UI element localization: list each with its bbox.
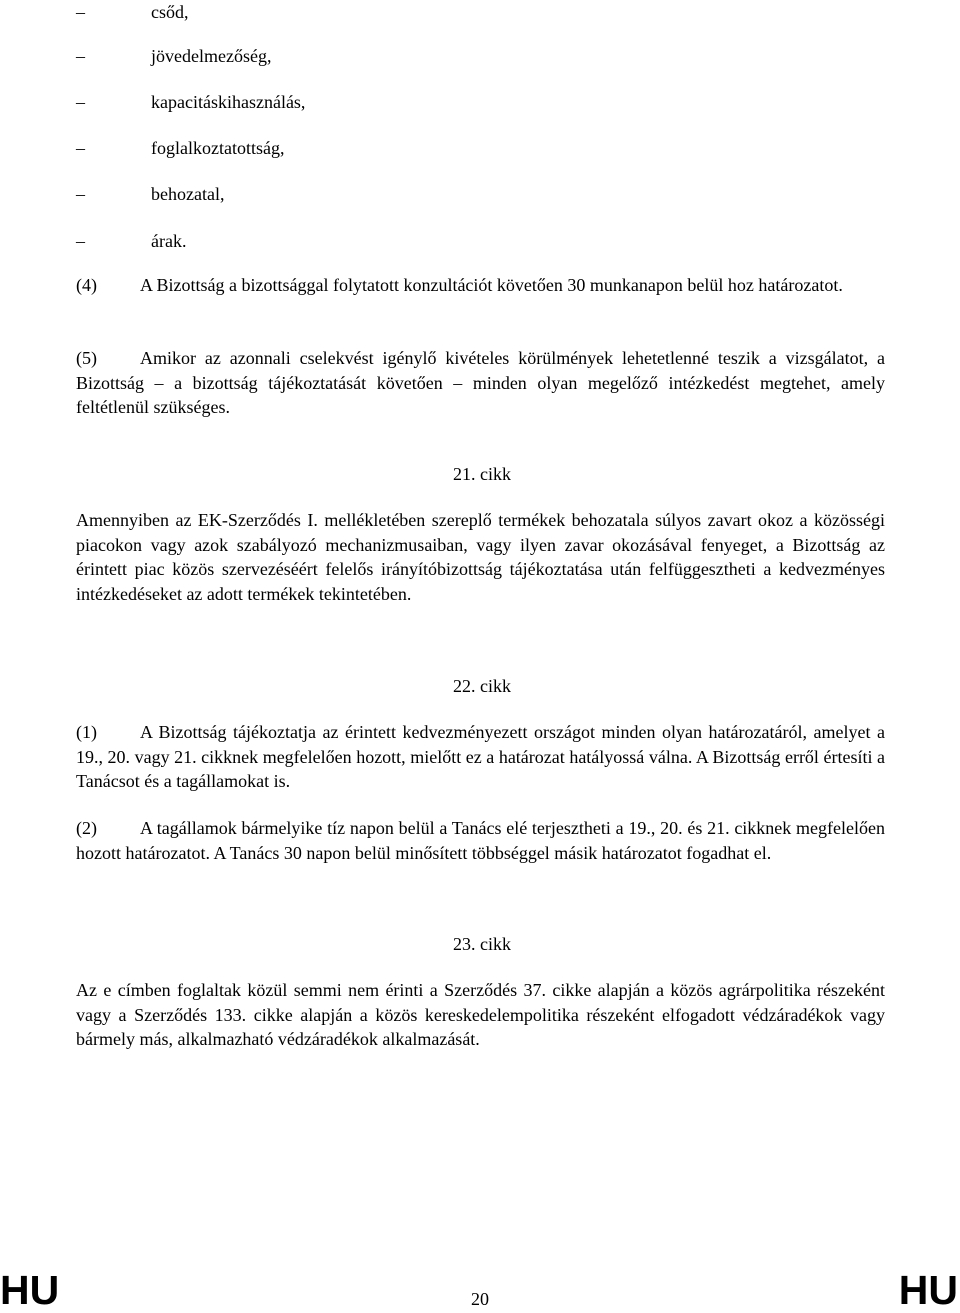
paragraph-5 xyxy=(76,346,885,420)
list-item-text: kapacitáskihasználás, xyxy=(151,92,306,112)
paragraph-number: (4) xyxy=(76,275,97,295)
article-22-heading: 22. cikk xyxy=(453,676,511,696)
dash-bullet: – xyxy=(76,92,85,112)
list-item-text: csőd, xyxy=(151,2,189,22)
dash-bullet: – xyxy=(76,2,85,22)
paragraph-number: (1) xyxy=(76,722,97,742)
dash-bullet: – xyxy=(76,138,85,158)
dash-bullet: – xyxy=(76,46,85,66)
footer-language-right: HU xyxy=(898,1267,958,1313)
list-item-text: jövedelmezőség, xyxy=(151,46,272,66)
paragraph-text: A Bizottság a bizottsággal folytatott konzultációt követően 30 munkanapon belül hoz határozatot. xyxy=(140,275,843,295)
article-22-paragraph-1 xyxy=(76,720,885,794)
paragraph-text: A Bizottság tájékoztatja az érintett kedvezményezett országot minden olyan határozatáról, amelyet a 19., 20. vagy 21. cikknek megfelelően hozott, mielőtt ez a határozat hatályossá válna. A Bizottság erről értesíti a Tanácsot és a tagállamokat is. xyxy=(76,722,885,791)
paragraph-text: A tagállamok bármelyike tíz napon belül a Tanács elé terjesztheti a 19., 20. és 21. cikknek megfelelően hozott határozatot. A Tanács 30 napon belül minősített többséggel másik határozatot fogadhat el. xyxy=(76,818,885,863)
list-item-text: árak. xyxy=(151,231,187,251)
list-item-text: behozatal, xyxy=(151,184,225,204)
page-number: 20 xyxy=(471,1289,489,1309)
list-item-text: foglalkoztatottság, xyxy=(151,138,285,158)
paragraph-text: Amikor az azonnali cselekvést igénylő kivételes körülmények lehetetlenné teszik a vizsgálatot, a Bizottság – a bizottság tájékoztatását követően – minden olyan megelőző intézkedést megtehet, amely feltétlenül szükséges. xyxy=(76,348,885,417)
article-21-text: Amennyiben az EK-Szerződés I. mellékletében szereplő termékek behozatala súlyos zavart okoz a közösségi piacokon vagy azok szabályozó mechanizmusaiban, vagy ilyen zavar okozásával fenyeget, a Bizottság az érintett piac közös szervezéséért felelős irányítóbizottság tájékoztatása után felfüggesztheti a kedvezményes intézkedéseket az adott termékek tekintetében. xyxy=(76,510,885,604)
paragraph-number: (5) xyxy=(76,348,97,368)
paragraph-number: (2) xyxy=(76,818,97,838)
dash-bullet: – xyxy=(76,231,85,251)
article-21-heading: 21. cikk xyxy=(453,464,511,484)
article-23-text: Az e címben foglaltak közül semmi nem érinti a Szerződés 37. cikke alapján a közös agrárpolitika részeként vagy a Szerződés 133. cikke alapján a közös kereskedelempolitika részeként elfogadott védzáradékok vagy bármely más, alkalmazható védzáradékok alkalmazását. xyxy=(76,980,885,1049)
dash-bullet: – xyxy=(76,184,85,204)
footer-language-left: HU xyxy=(0,1267,60,1313)
article-23-heading: 23. cikk xyxy=(453,934,511,954)
paragraph-4 xyxy=(76,273,885,298)
article-22-paragraph-2 xyxy=(76,816,885,865)
